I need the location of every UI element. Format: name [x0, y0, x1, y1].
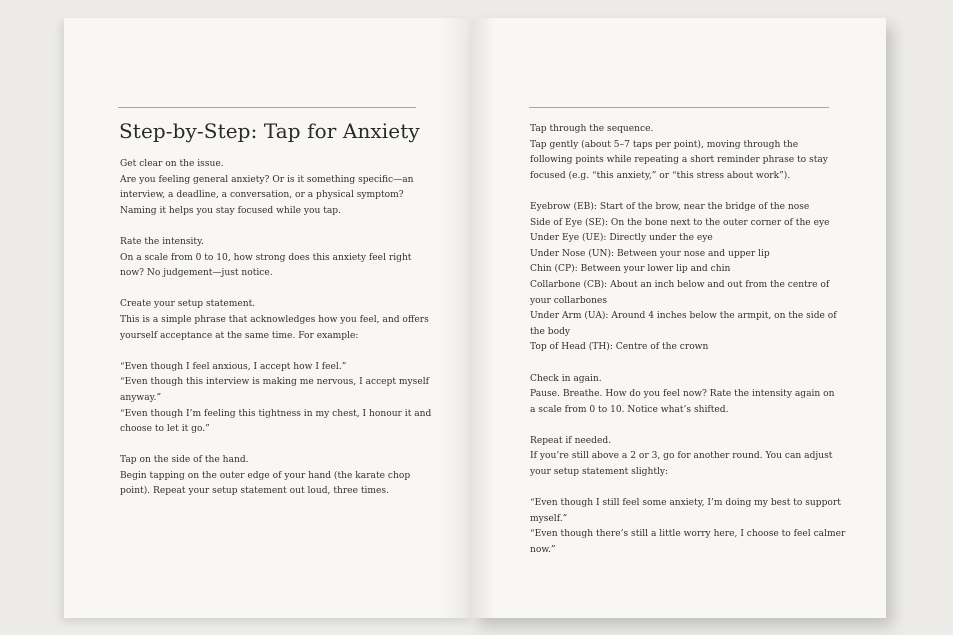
text-line: now? No judgement—just notice. — [120, 268, 273, 279]
book-gutter-shadow-right — [472, 18, 494, 618]
text-line: Repeat if needed. — [530, 435, 612, 446]
paragraph-gap — [120, 344, 416, 360]
left-page-body — [120, 157, 432, 500]
left-page-top-rule — [118, 107, 416, 108]
text-line: “Even though I feel anxious, I accept how I feel.” — [120, 361, 347, 372]
text-line: now.” — [530, 545, 556, 556]
text-line: Tap through the sequence. — [530, 124, 654, 134]
text-line: If you’re still above a 2 or 3, go for another round. You can adjust — [530, 451, 833, 462]
text-line: focused (e.g. “this anxiety,” or “this stress about work”). — [530, 170, 791, 181]
text-line: Rate the intensity. — [120, 236, 204, 247]
text-line: choose to let it go.” — [120, 424, 210, 435]
text-line: Top of Head (TH): Centre of the crown — [530, 342, 709, 353]
paragraph-gap — [530, 356, 830, 372]
text-line: This is a simple phrase that acknowledges how you feel, and offers — [120, 314, 429, 325]
text-line: anyway.” — [120, 392, 162, 403]
text-line: Side of Eye (SE): On the bone next to the outer corner of the eye — [530, 217, 830, 228]
text-line: Collarbone (CB): About an inch below and out from the centre of — [530, 279, 830, 290]
text-line: Tap gently (about 5–7 taps per point), moving through the — [530, 139, 799, 150]
text-line: “Even though I still feel some anxiety, I’m doing my best to support — [530, 498, 841, 509]
text-line: Under Eye (UE): Directly under the eye — [530, 233, 713, 244]
text-line: “Even though I’m feeling this tightness in my chest, I honour it and — [120, 408, 432, 419]
text-line: a scale from 0 to 10. Notice what’s shifted. — [530, 404, 729, 415]
right-page-body — [530, 122, 846, 559]
text-line: Pause. Breathe. How do you feel now? Rate the intensity again on — [530, 389, 835, 400]
text-line: “Even though there’s still a little worry here, I choose to feel calmer — [530, 529, 846, 540]
text-line: myself.” — [530, 513, 568, 524]
paragraph-gap — [120, 438, 416, 454]
text-line: Chin (CP): Between your lower lip and chin — [530, 264, 731, 275]
page-title: Step-by-Step: Tap for Anxiety — [119, 119, 420, 143]
text-line: Check in again. — [530, 373, 602, 384]
text-line: the body — [530, 326, 571, 337]
right-page-top-rule — [529, 107, 829, 108]
text-line: Tap on the side of the hand. — [120, 455, 249, 466]
text-line: Under Arm (UA): Around 4 inches below the armpit, on the side of — [530, 311, 837, 322]
text-line: Eyebrow (EB): Start of the brow, near the bridge of the nose — [530, 201, 810, 212]
text-line: Are you feeling general anxiety? Or is it something specific—an — [120, 174, 414, 185]
text-line: following points while repeating a short reminder phrase to stay — [530, 155, 828, 166]
text-line: On a scale from 0 to 10, how strong does this anxiety feel right — [120, 252, 412, 263]
text-line: Create your setup statement. — [120, 299, 256, 310]
text-line: point). Repeat your setup statement out loud, three times. — [120, 486, 389, 497]
text-line: your setup statement slightly: — [530, 467, 669, 478]
book-gutter-shadow-left — [440, 18, 472, 618]
paragraph-gap — [530, 184, 830, 200]
text-line: “Even though this interview is making me nervous, I accept myself — [120, 377, 430, 388]
paragraph-gap — [120, 219, 416, 235]
text-line: Get clear on the issue. — [120, 159, 224, 169]
text-line: yourself acceptance at the same time. For example: — [120, 330, 359, 341]
text-line: Naming it helps you stay focused while you tap. — [120, 205, 342, 216]
paragraph-gap — [530, 481, 830, 497]
text-line: your collarbones — [530, 295, 608, 306]
paragraph-gap — [120, 282, 416, 298]
text-line: interview, a deadline, a conversation, or a physical symptom? — [120, 190, 404, 201]
text-line: Under Nose (UN): Between your nose and upper lip — [530, 248, 770, 259]
text-line: Begin tapping on the outer edge of your hand (the karate chop — [120, 470, 411, 481]
paragraph-gap — [530, 418, 830, 434]
